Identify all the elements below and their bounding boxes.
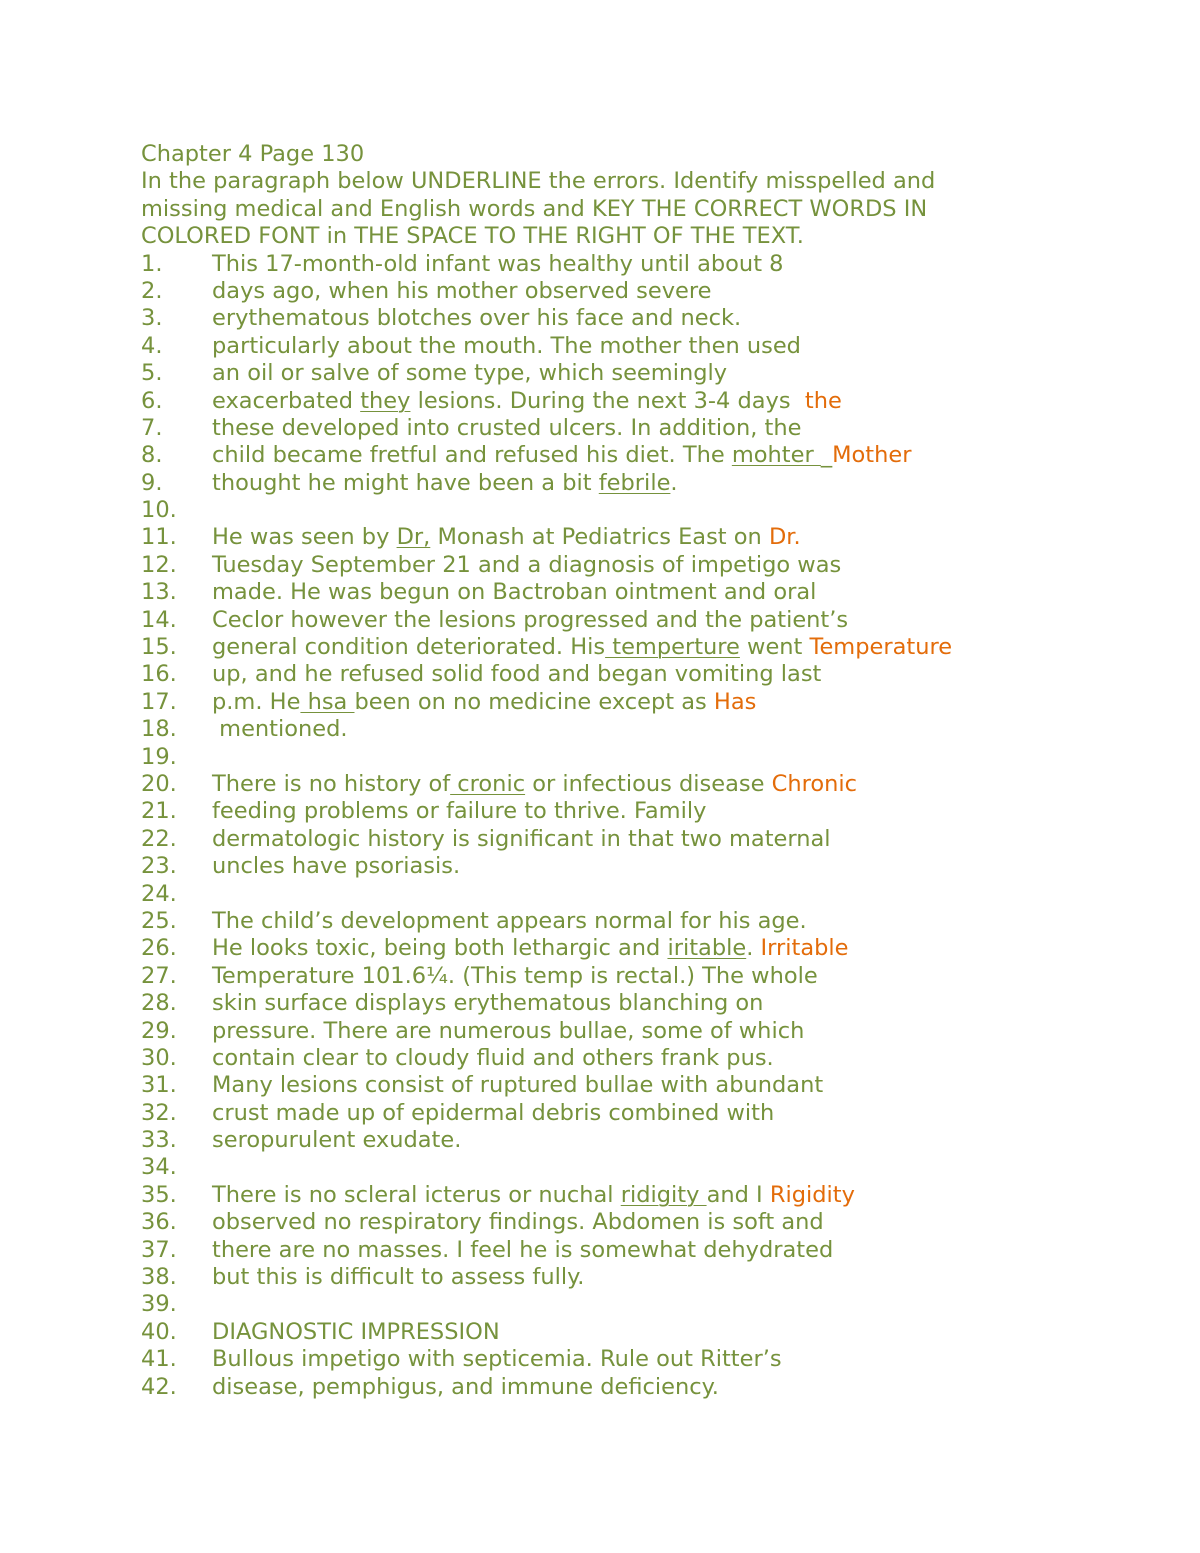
line-number: 30.	[141, 1044, 177, 1071]
line-text	[212, 305, 741, 332]
line-number: 14.	[141, 606, 177, 633]
line-text	[212, 524, 801, 551]
text-segment: and I	[706, 1181, 770, 1208]
text-line	[141, 1045, 1101, 1072]
correction-word: Rigidity	[769, 1181, 855, 1208]
line-text	[212, 415, 801, 442]
correction-word: Chronic	[771, 770, 857, 797]
line-text	[212, 552, 841, 579]
line-text	[212, 1374, 719, 1401]
line-text	[212, 771, 857, 798]
line-text	[212, 689, 756, 716]
text-line	[141, 963, 1101, 990]
line-number: 27.	[141, 962, 177, 989]
text-segment: Monash at Pediatrics East on	[430, 524, 769, 551]
text-segment: observed no respiratory findings. Abdomen is soft and	[212, 1209, 824, 1236]
underlined-error: mohter	[731, 442, 821, 469]
text-segment: up, and he refused solid food and began vomiting last	[212, 661, 822, 688]
underlined-error: ridigity	[620, 1181, 707, 1208]
text-line	[141, 881, 1101, 908]
line-number: 4.	[141, 332, 163, 359]
text-line	[141, 1374, 1101, 1401]
line-text	[212, 1319, 500, 1346]
text-segment: dermatologic history is significant in that two maternal	[212, 825, 831, 852]
text-segment: been on no medicine except as	[354, 688, 714, 715]
text-segment: DIAGNOSTIC IMPRESSION	[212, 1318, 500, 1345]
line-number: 42.	[141, 1373, 177, 1400]
line-number: 10.	[141, 497, 177, 524]
line-number: 9.	[141, 469, 163, 496]
line-number: 5.	[141, 360, 163, 387]
underlined-error: temperture	[605, 634, 740, 661]
correction-word: Irritable	[760, 935, 849, 962]
text-line	[141, 497, 1101, 524]
text-segment: days ago, when his mother observed severe	[212, 277, 712, 304]
text-segment: exacerbated	[212, 387, 361, 414]
line-number: 37.	[141, 1236, 177, 1263]
line-number: 7.	[141, 414, 163, 441]
document-page	[141, 141, 1101, 1401]
line-number: 11.	[141, 524, 177, 551]
text-segment: _	[820, 442, 833, 469]
numbered-text-lines	[141, 251, 1101, 1401]
line-text	[212, 908, 807, 935]
text-segment: He was seen by	[212, 524, 397, 551]
line-number: 19.	[141, 743, 177, 770]
text-segment: Bullous impetigo with septicemia. Rule out Ritter’s	[212, 1346, 782, 1373]
text-segment: There is no scleral icterus or nuchal	[212, 1181, 621, 1208]
underlined-error: hsa	[300, 688, 355, 715]
line-text	[212, 1182, 855, 1209]
text-line	[141, 1182, 1101, 1209]
line-number: 26.	[141, 935, 177, 962]
text-line	[141, 716, 1101, 743]
text-segment: general condition deteriorated. His	[212, 634, 606, 661]
text-segment: pressure. There are numerous bullae, some of which	[212, 1017, 805, 1044]
line-number: 23.	[141, 853, 177, 880]
text-segment: or infectious disease	[525, 770, 772, 797]
instructions-line-2: missing medical and English words and KEY THE CORRECT WORDS IN	[141, 195, 928, 222]
text-segment: .	[670, 469, 678, 496]
text-line	[141, 1291, 1101, 1318]
text-line	[141, 442, 1101, 469]
underlined-error: cronic	[450, 770, 526, 797]
correction-word: the	[804, 387, 842, 414]
text-line	[141, 415, 1101, 442]
line-number: 17.	[141, 688, 177, 715]
line-text	[212, 1264, 584, 1291]
line-number: 3.	[141, 305, 163, 332]
line-number: 33.	[141, 1127, 177, 1154]
line-text	[212, 1100, 774, 1127]
line-text	[212, 661, 821, 688]
line-text	[212, 798, 706, 825]
text-segment: but this is difficult to assess fully.	[212, 1264, 585, 1291]
line-text	[212, 1209, 824, 1236]
underlined-error: febrile	[598, 469, 671, 496]
text-line	[141, 470, 1101, 497]
line-number: 6.	[141, 387, 163, 414]
line-number: 24.	[141, 880, 177, 907]
text-line	[141, 771, 1101, 798]
line-text	[212, 607, 848, 634]
correction-word: Mother	[832, 442, 912, 469]
line-number: 15.	[141, 634, 177, 661]
line-text	[212, 990, 763, 1017]
line-text	[212, 442, 911, 469]
line-text	[212, 935, 849, 962]
line-number: 38.	[141, 1264, 177, 1291]
text-line	[141, 607, 1101, 634]
text-segment: particularly about the mouth. The mother then used	[212, 332, 801, 359]
text-line	[141, 689, 1101, 716]
text-line	[141, 251, 1101, 278]
text-segment: Ceclor however the lesions progressed and the patient’s	[212, 606, 849, 633]
line-number: 13.	[141, 579, 177, 606]
text-line	[141, 1264, 1101, 1291]
line-text	[212, 388, 842, 415]
line-number: 32.	[141, 1099, 177, 1126]
text-line	[141, 1319, 1101, 1346]
line-number: 2.	[141, 277, 163, 304]
text-segment: there are no masses. I feel he is somewhat dehydrated	[212, 1236, 834, 1263]
text-segment: Many lesions consist of ruptured bullae with abundant	[212, 1072, 824, 1099]
line-number: 22.	[141, 825, 177, 852]
text-segment: p.m. He	[212, 688, 301, 715]
text-line	[141, 1127, 1101, 1154]
line-text	[212, 716, 348, 743]
line-number: 21.	[141, 798, 177, 825]
line-number: 12.	[141, 551, 177, 578]
line-number: 28.	[141, 990, 177, 1017]
text-line	[141, 826, 1101, 853]
correction-word: Dr.	[768, 524, 801, 551]
line-number: 29.	[141, 1017, 177, 1044]
line-number: 16.	[141, 661, 177, 688]
line-text	[212, 333, 801, 360]
text-line	[141, 798, 1101, 825]
text-line	[141, 908, 1101, 935]
line-number: 41.	[141, 1346, 177, 1373]
document-title: Chapter 4 Page 130	[141, 141, 365, 167]
text-segment: uncles have psoriasis.	[212, 853, 461, 880]
text-segment: contain clear to cloudy fluid and others frank pus.	[212, 1044, 774, 1071]
text-segment: This 17-month-old infant was healthy until about 8	[212, 250, 784, 277]
text-line	[141, 305, 1101, 332]
text-segment: Temperature 101.6¼. (This temp is rectal.) The whole	[212, 962, 818, 989]
text-line	[141, 388, 1101, 415]
text-segment: disease, pemphigus, and immune deficiency.	[212, 1373, 719, 1400]
line-text	[212, 1237, 833, 1264]
text-segment: feeding problems or failure to thrive. Family	[212, 798, 707, 825]
text-line	[141, 1346, 1101, 1373]
line-text	[212, 360, 727, 387]
underlined-error: they	[360, 387, 411, 414]
line-text	[212, 1072, 823, 1099]
underlined-error: iritable	[667, 935, 747, 962]
correction-word: Has	[713, 688, 757, 715]
line-text	[212, 1018, 804, 1045]
line-number: 8.	[141, 442, 163, 469]
underlined-error: Dr,	[396, 524, 431, 551]
text-segment: Tuesday September 21 and a diagnosis of impetigo was	[212, 551, 842, 578]
text-segment: erythematous blotches over his face and neck.	[212, 305, 742, 332]
text-segment: .	[746, 935, 761, 962]
line-text	[212, 278, 712, 305]
text-line	[141, 935, 1101, 962]
text-line	[141, 333, 1101, 360]
text-line	[141, 360, 1101, 387]
instructions-line-3: COLORED FONT in THE SPACE TO THE RIGHT OF THE TEXT.	[141, 223, 804, 250]
text-segment: an oil or salve of some type, which seemingly	[212, 360, 728, 387]
text-line	[141, 853, 1101, 880]
line-text	[212, 1346, 782, 1373]
text-line	[141, 634, 1101, 661]
text-segment: child became fretful and refused his diet. The	[212, 442, 732, 469]
correction-word: Temperature	[809, 634, 953, 661]
text-segment: The child’s development appears normal for his age.	[212, 907, 807, 934]
text-line	[141, 990, 1101, 1017]
text-segment: mentioned.	[212, 716, 348, 743]
line-number: 20.	[141, 770, 177, 797]
line-number: 35.	[141, 1181, 177, 1208]
text-line	[141, 579, 1101, 606]
line-number: 18.	[141, 716, 177, 743]
text-segment: crust made up of epidermal debris combined with	[212, 1099, 775, 1126]
text-line	[141, 1100, 1101, 1127]
line-number: 40.	[141, 1318, 177, 1345]
line-number: 34.	[141, 1154, 177, 1181]
line-number: 36.	[141, 1209, 177, 1236]
text-line	[141, 524, 1101, 551]
line-text	[212, 579, 816, 606]
text-segment: made. He was begun on Bactroban ointment and oral	[212, 579, 817, 606]
line-number: 31.	[141, 1072, 177, 1099]
text-line	[141, 1209, 1101, 1236]
text-segment: went	[739, 634, 810, 661]
text-segment: lesions. During the next 3-4 days	[410, 387, 805, 414]
text-line	[141, 552, 1101, 579]
text-segment: thought he might have been a bit	[212, 469, 599, 496]
instructions-line-1: In the paragraph below UNDERLINE the errors. Identify misspelled and	[141, 168, 936, 195]
line-text	[212, 826, 831, 853]
text-segment: There is no history of	[212, 770, 451, 797]
text-line	[141, 661, 1101, 688]
text-segment: He looks toxic, being both lethargic and	[212, 935, 668, 962]
text-line	[141, 744, 1101, 771]
text-line	[141, 1072, 1101, 1099]
line-text	[212, 251, 784, 278]
line-number: 1.	[141, 250, 163, 277]
text-line	[141, 278, 1101, 305]
line-text	[212, 1045, 774, 1072]
text-line	[141, 1237, 1101, 1264]
text-segment: these developed into crusted ulcers. In addition, the	[212, 414, 802, 441]
line-text	[212, 470, 678, 497]
line-text	[212, 1127, 461, 1154]
line-number: 25.	[141, 907, 177, 934]
text-segment: seropurulent exudate.	[212, 1127, 462, 1154]
text-segment: skin surface displays erythematous blanching on	[212, 990, 764, 1017]
line-text	[212, 963, 818, 990]
line-number: 39.	[141, 1291, 177, 1318]
text-line	[141, 1154, 1101, 1181]
line-text	[212, 853, 460, 880]
text-line	[141, 1018, 1101, 1045]
line-text	[212, 634, 952, 661]
